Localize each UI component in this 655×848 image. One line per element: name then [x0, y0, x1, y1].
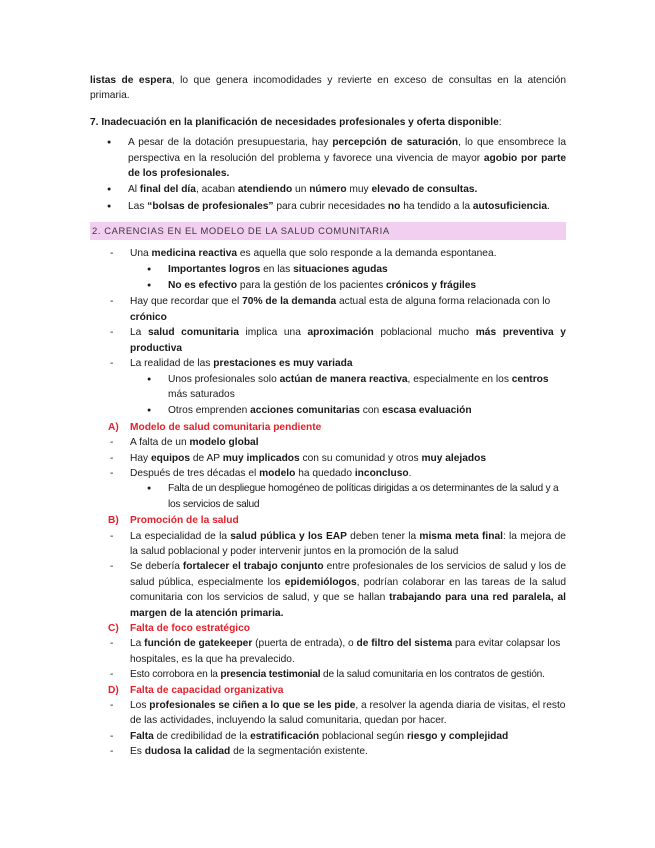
text: de la salud comunitaria en los contratos de gestión. — [320, 669, 545, 681]
bold: aproximación — [307, 327, 374, 339]
text: poblacional según — [319, 730, 407, 742]
dash-item — [90, 466, 566, 481]
dash-item — [90, 356, 566, 371]
text: para cubrir necesidades — [273, 200, 388, 212]
section-b-heading — [90, 513, 566, 528]
dash-item — [90, 667, 566, 682]
bold: final del día — [139, 184, 196, 196]
bold: misma meta final — [419, 530, 503, 542]
bold: función de gatekeeper — [144, 638, 253, 650]
text: La — [130, 327, 148, 339]
text: Después de tres décadas el — [130, 467, 260, 479]
title: Falta de capacidad organizativa — [130, 684, 284, 696]
carencias-list — [90, 246, 566, 759]
bold: salud comunitaria — [147, 327, 239, 339]
text: más saturados — [168, 388, 235, 400]
bold: equipos — [150, 452, 191, 464]
bold: Importantes logros — [168, 263, 261, 275]
bold: de filtro del sistema — [356, 638, 453, 650]
section-7-heading — [90, 115, 566, 130]
text: Se debería — [130, 561, 183, 573]
dash-item — [90, 435, 566, 450]
title: Falta de foco estratégico — [130, 623, 251, 634]
text: (puerta de entrada), o — [252, 638, 357, 650]
text: en las — [260, 263, 294, 275]
bold: agobio por parte de los profesionales. — [128, 152, 567, 180]
text: , lo que ensombrece la perspectiva en la resolución del problema y favorece una vivencia de mayor — [128, 137, 566, 164]
section-a-heading — [90, 420, 566, 435]
bold: No es efectivo — [168, 280, 238, 292]
text: Esto corrobora en la — [130, 669, 221, 681]
text: La realidad de las — [130, 358, 214, 370]
text: Otros emprenden — [168, 405, 251, 417]
text: entre profesionales de los servicios de salud y los de salud pública, especialmente los — [130, 561, 566, 588]
intro-text: , lo que genera incomodidades y revierte en exceso de consultas en la atención primaria. — [90, 75, 567, 102]
sub-bullet — [90, 262, 566, 277]
section-7-heading-text: 7. Inadecuación en la planificación de necesidades profesionales y oferta disponible — [90, 116, 499, 128]
text: : la mejora de la salud poblacional y poder intervenir juntos en la promoción de la salud — [130, 530, 566, 557]
dash-item — [90, 294, 566, 325]
text: . — [408, 467, 412, 479]
text: ha quedado — [295, 467, 355, 479]
text: es aquella que solo responde a la demanda espontanea. — [237, 248, 497, 260]
sub-bullet — [90, 278, 566, 293]
intro-paragraph — [90, 73, 566, 104]
bold: fortalecer el trabajo conjunto — [182, 561, 324, 573]
text: A falta de un — [130, 437, 190, 449]
text: Hay que recordar que el — [130, 296, 243, 308]
title: Modelo de salud comunitaria pendiente — [130, 421, 322, 433]
section-7-list — [90, 135, 566, 214]
text: de la segmentación existente. — [230, 746, 368, 758]
section-7-heading-colon: : — [498, 116, 502, 128]
text: Las — [128, 200, 148, 212]
text: Unos profesionales solo — [168, 373, 280, 385]
bold: muy alejados — [421, 452, 486, 464]
bold: atendiendo — [237, 184, 293, 196]
bold: crónicos y frágiles — [386, 280, 477, 292]
text: de AP — [190, 452, 223, 464]
dash-item — [90, 636, 566, 667]
text: , especialmente en los — [407, 373, 512, 385]
bold: situaciones agudas — [293, 263, 388, 275]
bold: escasa evaluación — [382, 405, 472, 417]
bold: profesionales se ciñen a lo que se les pide — [149, 700, 356, 712]
text: actual esta de alguna forma relacionada con lo — [336, 296, 551, 308]
dash-item — [90, 729, 566, 744]
title: Promoción de la salud — [130, 515, 239, 527]
bold: 70% de la demanda — [242, 296, 337, 308]
bold: elevado de consultas. — [371, 184, 478, 196]
sub-bullet — [90, 372, 566, 403]
text: Hay — [130, 452, 151, 464]
section-d-heading — [90, 683, 566, 698]
dash-item — [90, 451, 566, 466]
text: deben tener la — [346, 530, 420, 542]
text: poblacional mucho — [373, 327, 476, 339]
text: . — [547, 200, 550, 212]
text: implica una — [238, 327, 308, 339]
dash-item — [90, 559, 566, 621]
text: A pesar de la dotación presupuestaria, hay — [128, 137, 333, 149]
list-item — [90, 135, 566, 181]
letter: A) — [108, 421, 119, 433]
letter: B) — [108, 515, 119, 527]
text: para evitar colapsar los hospitales, es la que ha prevalecido. — [130, 638, 561, 665]
bold: trabajando para una red paralela, al margen de la atención primaria. — [130, 592, 566, 619]
dash-item — [90, 325, 566, 356]
sub-bullet — [90, 403, 566, 418]
dash-item — [90, 698, 566, 729]
section-2-heading-band: 2. CARENCIAS EN EL MODELO DE LA SALUD COMUNITARIA — [90, 222, 566, 240]
bold: estratificación — [250, 730, 320, 742]
intro-bold: listas de espera — [90, 75, 172, 86]
bold: centros — [511, 373, 549, 385]
bold: Falta — [130, 730, 154, 742]
text: Los — [130, 700, 150, 712]
text: Es — [130, 746, 145, 758]
bold: dudosa la calidad — [144, 746, 231, 758]
bold: más preventiva y productiva — [130, 327, 566, 354]
bold: actúan de manera reactiva — [279, 373, 408, 385]
section-c-heading — [90, 621, 566, 636]
bold: modelo global — [189, 437, 259, 449]
bold: epidemiólogos — [284, 576, 357, 588]
text: muy — [346, 184, 372, 196]
bold: inconcluso — [354, 467, 409, 479]
bold: “bolsas de profesionales” — [147, 200, 274, 212]
text: Al — [128, 184, 140, 196]
text: , a resolver la agenda diaria de visitas, el resto de las actividades, incluyendo la salud comunitaria, quedan por hacer. — [130, 700, 566, 727]
sub-bullet: ● Falta de un despliegue homogéneo de políticas dirigidas a os determinantes de la salud y a los servicios de salud — [90, 481, 566, 512]
bold: percepción de saturación — [332, 137, 459, 149]
letter: D) — [108, 684, 119, 696]
dash-item — [90, 744, 566, 759]
bold: medicina reactiva — [151, 248, 238, 260]
bold: número — [309, 184, 347, 196]
text: La especialidad de la — [130, 530, 231, 542]
text: ha tendido a la — [400, 200, 473, 212]
dash-item — [90, 246, 566, 261]
bold: autosuficiencia — [472, 200, 548, 212]
text: con su comunidad y otros — [299, 452, 422, 464]
bold: crónico — [130, 311, 167, 323]
bold: salud pública y los EAP — [230, 530, 347, 542]
bold: modelo — [259, 467, 296, 479]
bold: prestaciones es muy variada — [213, 358, 353, 370]
text: de credibilidad de la — [153, 730, 251, 742]
page-content — [90, 73, 566, 760]
bold: riesgo y complejidad — [406, 730, 509, 742]
letter: C) — [108, 623, 119, 634]
text: La — [130, 638, 145, 650]
text: , podrían colaborar en las tareas de la salud comunitaria con los servicios de salud, y que se hallan — [130, 576, 566, 604]
bold: muy implicados — [222, 452, 300, 464]
text: Una — [130, 248, 152, 260]
text: para la gestión de los pacientes — [237, 280, 387, 292]
text: un — [292, 184, 310, 196]
list-item — [90, 199, 566, 214]
bold: no — [387, 200, 401, 212]
list-item — [90, 182, 566, 197]
bold: presencia testimonial — [220, 669, 321, 681]
text: con — [359, 405, 383, 417]
dash-item — [90, 529, 566, 560]
bold: acciones comunitarias — [250, 405, 360, 417]
text: , acaban — [195, 184, 238, 196]
